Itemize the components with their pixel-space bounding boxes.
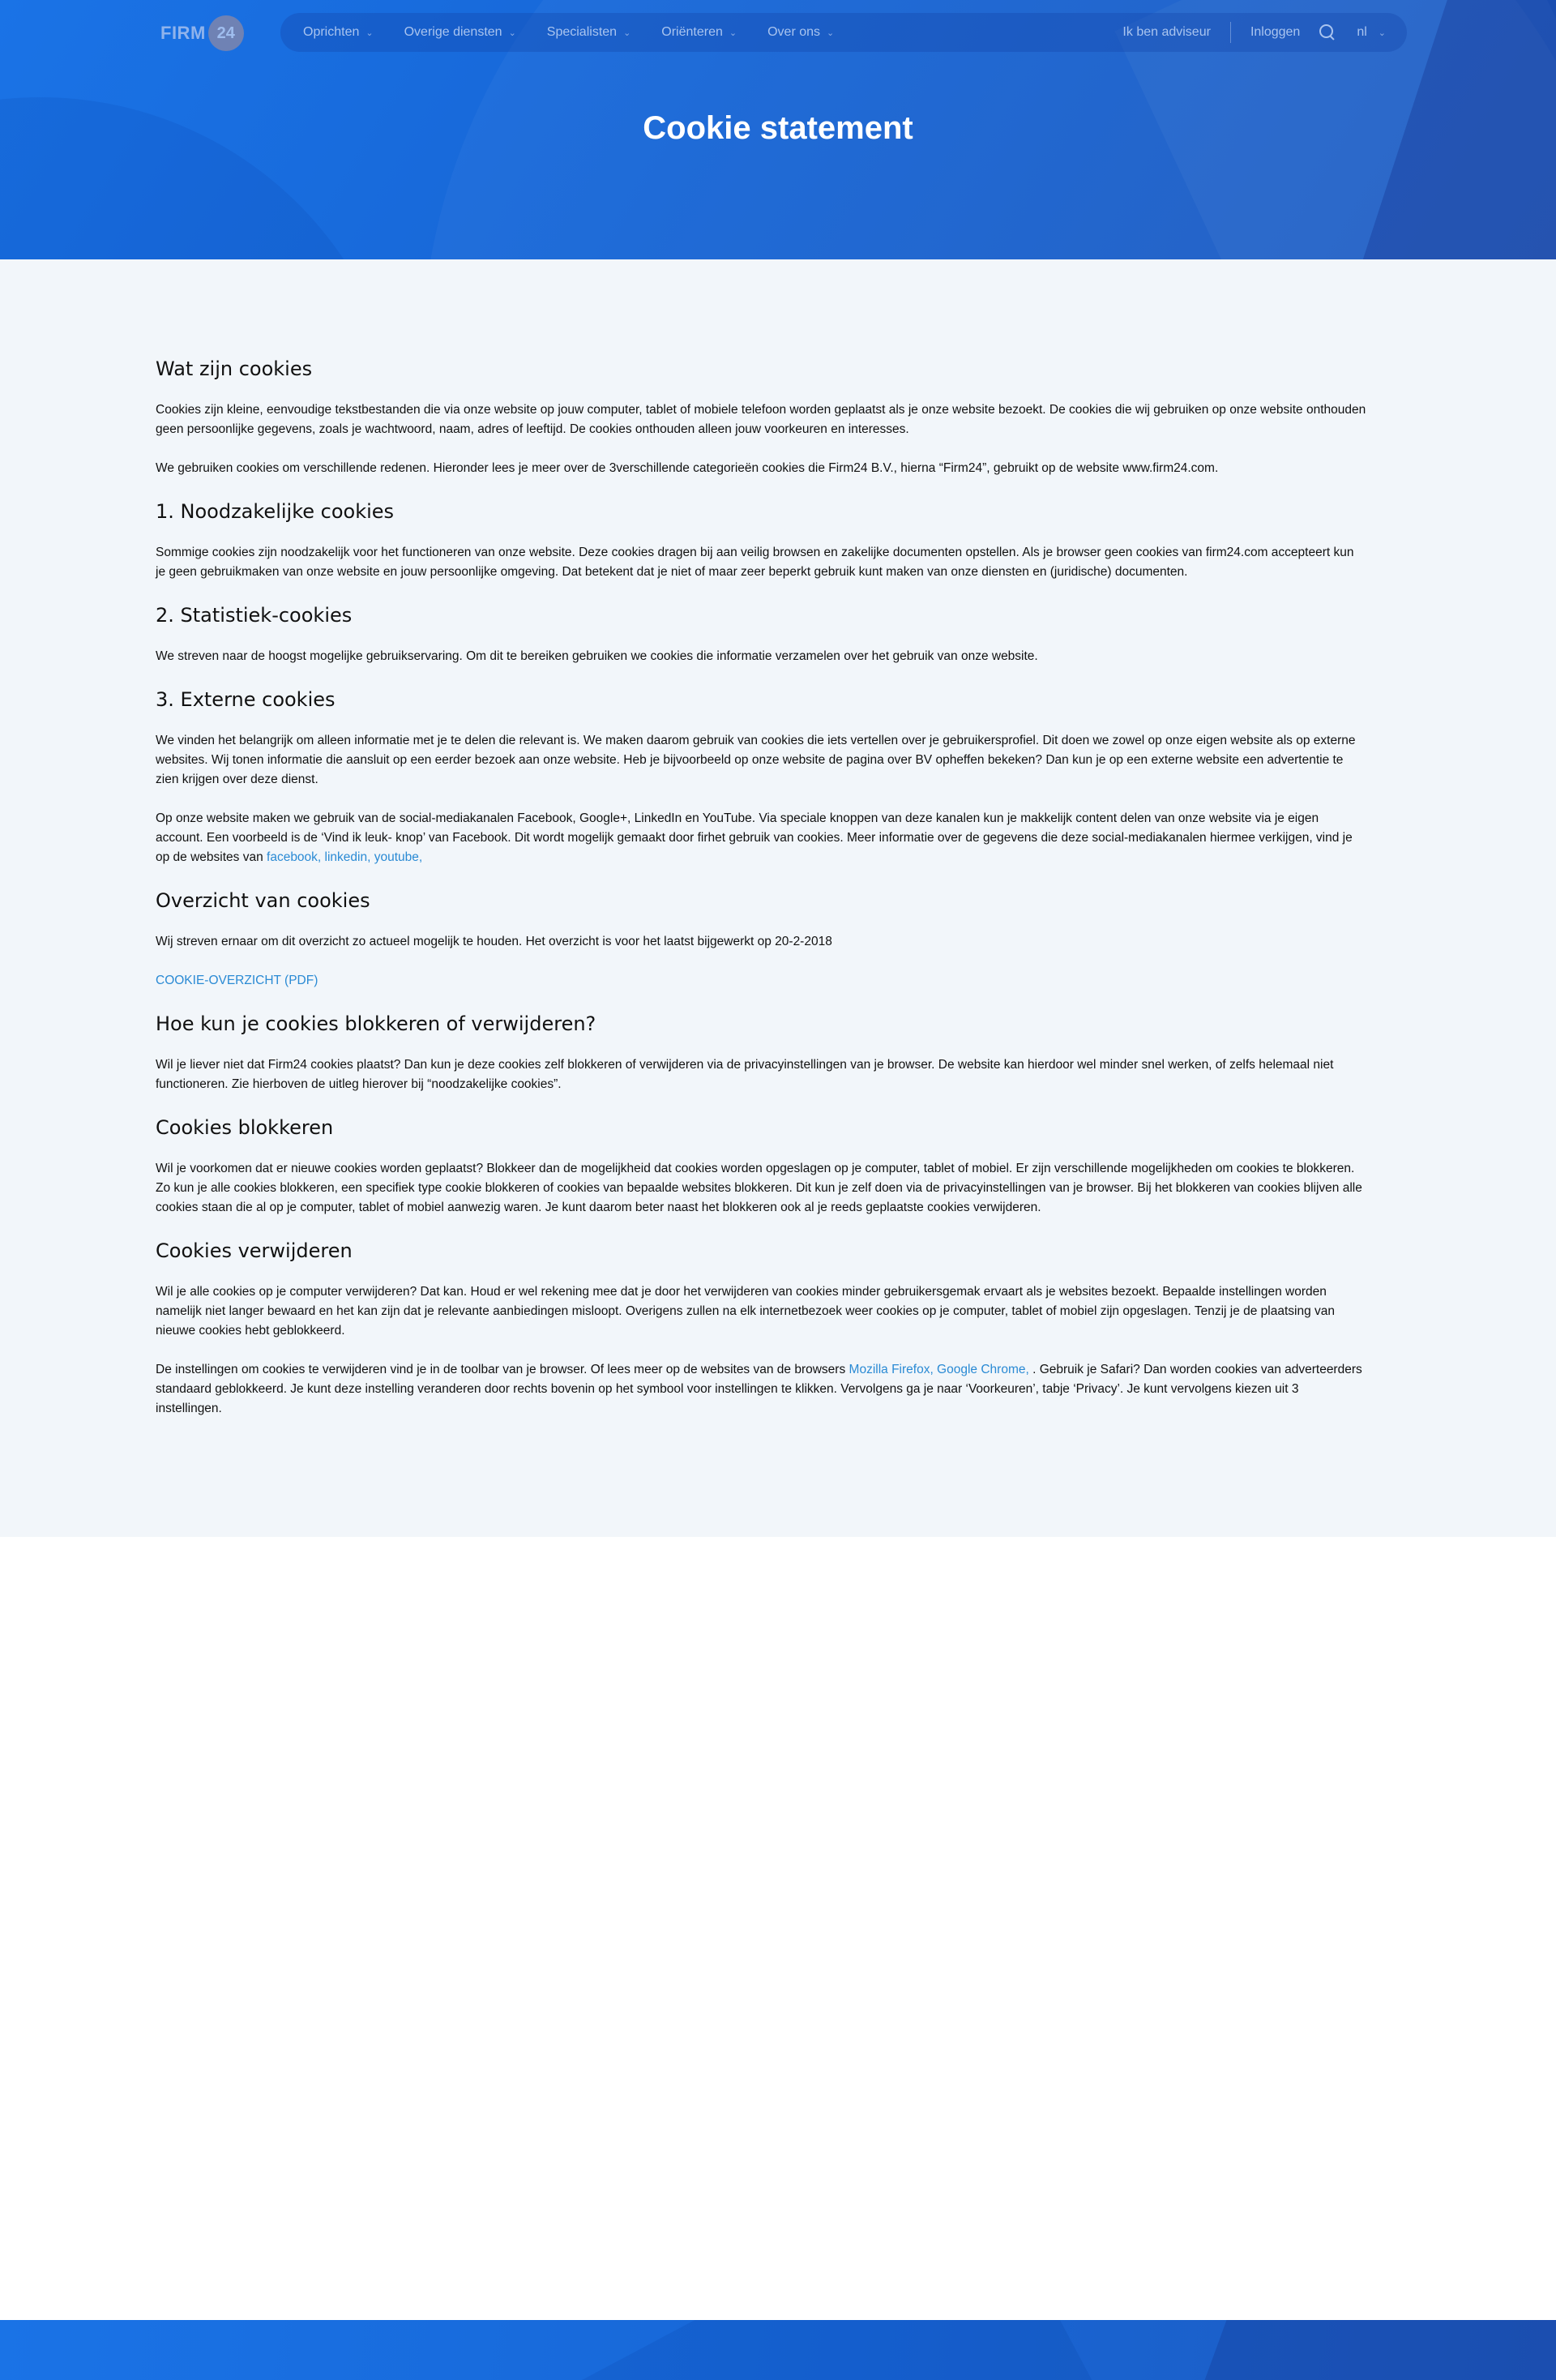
chevron-down-icon: ⌄ [729,28,737,38]
paragraph: Wil je liever niet dat Firm24 cookies plaatst? Dan kun je deze cookies zelf blokkeren of verwijderen via de privacyinstellingen van je browser. De website kan hierdoor wel minder snel werken, of zelfs helemaal niet functioneren. Zie hierboven de uitleg hierover bij “noodzakelijke cookies”. [156,1058,1334,1091]
nav-menu [303,13,865,52]
logo-text: FIRM [160,23,206,43]
login-link[interactable]: Inloggen [1250,25,1301,39]
chevron-down-icon: ⌄ [1378,28,1386,38]
advisor-link[interactable]: Ik ben adviseur [1122,25,1211,39]
logo-badge [208,15,244,51]
section-heading: Wat zijn cookies [156,357,313,380]
nav-item-label: Over ons [767,25,821,39]
paragraph: Wij streven ernaar om dit overzicht zo actueel mogelijk te houden. Het overzicht is voor het laatst bijgewerkt op 20-2-2018 [156,935,832,948]
logo-number: 24 [216,24,235,42]
section-heading: Hoe kun je cookies blokkeren of verwijderen? [156,1012,596,1035]
nav-item-specialisten[interactable] [547,25,631,40]
browser-links[interactable]: Mozilla Firefox, Google Chrome, [849,1363,1029,1376]
section-heading: Cookies verwijderen [156,1239,353,1262]
cookie-statement-content [156,357,1366,1438]
chevron-down-icon: ⌄ [623,28,631,38]
paragraph-text: . Gebruik je Safari? Dan worden cookies van adverteerders standaard geblokkeerd. Je kunt deze instelling veranderen door rechts bovenin op het symbool voor instellingen te klikken. Vervolgens ga je naar ‘Voorkeuren’, tabje ‘Privacy’. Je kunt vervolgens kiezen uit 3 instellingen. [156,1363,1362,1415]
nav-item-orienteren[interactable] [661,25,737,40]
paragraph: We vinden het belangrijk om alleen informatie met je te delen die relevant is. We maken daarom gebruik van cookies die iets vertellen over je gebruikersprofiel. Dit doen we zowel op onze eigen website als op externe websites. Wij tonen informatie die aansluit op een eerder bezoek aan onze website. Heb je bijvoorbeeld op onze website de pagina over BV opheffen bekeken? Dan kun je op een externe website een advertentie te zien krijgen over deze dienst. [156,734,1356,786]
section-heading: 1. Noodzakelijke cookies [156,500,395,523]
chevron-down-icon: ⌄ [365,28,374,38]
section-heading: 2. Statistiek-cookies [156,604,353,627]
chevron-down-icon: ⌄ [508,28,516,38]
footer [0,2320,1556,2380]
nav-item-oprichten[interactable] [303,25,374,40]
nav-divider [1230,22,1231,43]
nav-item-label: Overige diensten [404,25,502,39]
search-icon[interactable] [1319,24,1336,41]
firm24-logo[interactable] [160,15,245,52]
paragraph-text: Op onze website maken we gebruik van de social-mediakanalen Facebook, Google+, LinkedIn en YouTube. Via speciale knoppen van deze kanalen kun je makkelijk content delen van onze website via je eigen account. Een voorbeeld is de ‘Vind ik leuk- knop’ van Facebook. Dit wordt mogelijk gemaakt door firhet gebruik van cookies. Meer informatie over de gegevens die deze social-mediakanalen hiermee verkijgen, vind je op de websites van [156,811,1353,864]
paragraph: We streven naar de hoogst mogelijke gebruikservaring. Om dit te bereiken gebruiken we cookies die informatie verzamelen over het gebruik van onze website. [156,649,1038,663]
language-label: nl [1357,25,1367,39]
nav-item-over-ons[interactable] [767,25,834,40]
section-heading: 3. Externe cookies [156,688,336,711]
paragraph: Sommige cookies zijn noodzakelijk voor het functioneren van onze website. Deze cookies dragen bij aan veilig browsen en zakelijke documenten opstellen. Als je browser geen cookies van firm24.com accepteert kun je geen gebruikmaken van onze website en jouw persoonlijke omgeving. Dat betekent dat je niet of maar zeer beperkt gebruik kunt maken van onze diensten en (juridische) documenten. [156,546,1354,579]
paragraph [156,809,1366,867]
hero-header [0,0,1556,259]
nav-item-label: Specialisten [546,25,618,39]
footer-decoration [1189,2320,1556,2380]
paragraph [156,1360,1366,1419]
chevron-down-icon: ⌄ [827,28,835,38]
cookie-overview-pdf-link[interactable]: COOKIE-OVERZICHT (PDF) [156,974,318,987]
nav-actions [1122,13,1386,52]
paragraph [156,971,1366,991]
paragraph-text: De instellingen om cookies te verwijderen vind je in de toolbar van je browser. Of lees meer op de websites van de browsers [156,1363,846,1376]
paragraph: We gebruiken cookies om verschillende redenen. Hieronder lees je meer over de 3verschillende categorieën cookies die Firm24 B.V., hierna “Firm24”, gebruikt op de website www.firm24.com. [156,461,1219,475]
section-heading: Overzicht van cookies [156,889,370,912]
language-selector[interactable] [1357,25,1386,40]
section-heading: Cookies blokkeren [156,1116,334,1139]
page-title: Cookie statement [643,110,913,146]
social-media-links[interactable]: facebook, linkedin, youtube, [267,850,423,864]
nav-item-overige-diensten[interactable] [404,25,516,40]
main-navigation [280,13,1407,52]
nav-item-label: Oriënteren [661,25,723,39]
paragraph: Wil je voorkomen dat er nieuwe cookies worden geplaatst? Blokkeer dan de mogelijkheid dat cookies worden opgeslagen op je computer, tablet of mobiel. Er zijn verschillende mogelijkheden om cookies te blokkeren. Zo kun je alle cookies blokkeren, een specifiek type cookie blokkeren of cookies van bepaalde websites blokkeren. Dit kun je zelf doen via de privacyinstellingen van je browser. Bij het blokkeren van cookies blijven alle cookies staan die al op je computer, tablet of mobiel aanwezig waren. Je kunt daarom beter naast het blokkeren ook al je reeds geplaatste cookies verwijderen. [156,1162,1362,1214]
paragraph: Cookies zijn kleine, eenvoudige tekstbestanden die via onze website op jouw computer, tablet of mobiele telefoon worden geplaatst als je onze website bezoekt. De cookies die wij gebruiken op onze website onthouden geen persoonlijke gegevens, zoals je wachtwoord, naam, adres of leeftijd. De cookies onthouden alleen jouw voorkeuren en interesses. [156,403,1366,436]
nav-item-label: Oprichten [303,25,360,39]
paragraph: Wil je alle cookies op je computer verwijderen? Dat kan. Houd er wel rekening mee dat je door het verwijderen van cookies minder gebruikersgemak ervaart als je websites bezoekt. Bepaalde instellingen worden namelijk niet langer bewaard en het kan zijn dat je relevante aanbiedingen misloopt. Overigens zullen na elk internetbezoek weer cookies op je computer, tablet of mobiel zijn opgeslagen. Tenzij je de plaatsing van nieuwe cookies hebt geblokkeerd. [156,1285,1336,1338]
footer-decoration [479,2320,1094,2380]
